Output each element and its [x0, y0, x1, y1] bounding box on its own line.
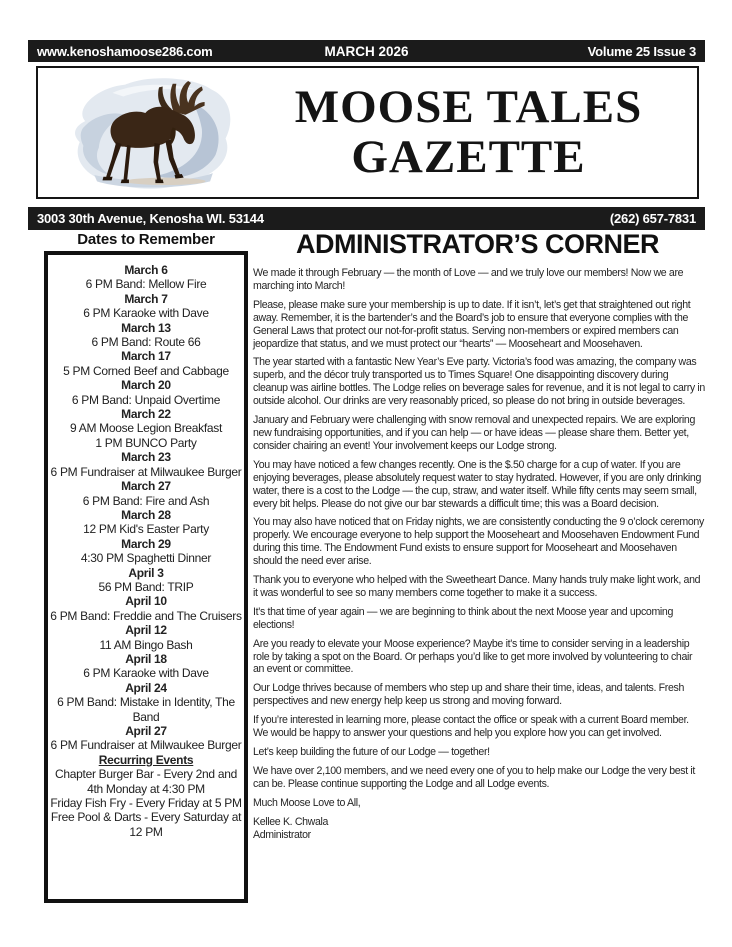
- calendar-entry: 6 PM Fundraiser at Milwaukee Burger: [50, 738, 242, 753]
- calendar-entry: 1 PM BUNCO Party: [95, 435, 197, 450]
- calendar-entry: 6 PM Karaoke with Dave: [83, 666, 209, 681]
- body-paragraph: The year started with a fantastic New Year’s Eve party. Victoria’s food was amazing, the company was superb, and the décor truly transported us to Times Square! One disappointing discovery during cleanup was airline bottles. The Lodge relies on beverage sales for revenue, and it is not legal to carry in outside alcohol. Our drinks are very reasonably priced, so please do not bring in outside beverages.: [253, 356, 705, 408]
- calendar-entry: April 24: [125, 680, 167, 695]
- calendar-entry: April 27: [125, 724, 167, 738]
- calendar-entry: March 28: [121, 507, 171, 522]
- calendar-entry: 9 AM Moose Legion Breakfast: [70, 421, 222, 436]
- body-paragraph: Much Moose Love to All,: [253, 796, 361, 809]
- calendar-entry: 4:30 PM Spaghetti Dinner: [80, 551, 212, 566]
- calendar-entry: Free Pool & Darts - Every Saturday at 12 PM: [50, 810, 242, 839]
- calendar-entry: April 18: [125, 651, 167, 666]
- body-paragraph: You may also have noticed that on Friday nights, we are consistently conducting the 9 o’clock ceremony properly. We encourage everyone to help support the Mooseheart and Moosehaven Endowment Fund during this time. The Endowment Fund exists to ensure support for Mooseheart and Moosehaven should the need ever arise.: [253, 516, 704, 568]
- body-paragraph: If you’re interested in learning more, please contact the office or speak with a current Board member. We would be happy to answer your questions and help you explore how you can get involved.: [253, 714, 689, 740]
- calendar-entry: April 10: [125, 594, 167, 609]
- body-paragraph: It’s that time of year again — we are beginning to think about the next Moose year and upcoming elections!: [253, 605, 674, 631]
- calendar-entry: 6 PM Karaoke with Dave: [83, 306, 209, 321]
- calendar-entry: April 3: [128, 565, 164, 580]
- calendar-entry: 6 PM Band: Mistake in Identity, The Band: [57, 695, 235, 724]
- calendar-entry: March 29: [121, 536, 171, 551]
- calendar-entry: 5 PM Corned Beef and Cabbage: [63, 363, 229, 378]
- calendar-entry: 6 PM Fundraiser at Milwaukee Burger: [50, 464, 242, 479]
- calendar-entry: Friday Fish Fry - Every Friday at 5 PM: [50, 796, 242, 811]
- lodge-address: 3003 30th Avenue, Kenosha WI. 53144: [37, 211, 264, 226]
- body-paragraph: You may have noticed a few changes recently. One is the $.50 charge for a cup of water. If you are enjoying beverages, please absolutely request water to stay hydrated. However, if you are only drinking water, there is a cost to the Lodge — the cup, straw, and water itself. While fifty cents may seem small, every bit helps. Please do not give our bar stewards a difficult time; this was a Board decision.: [253, 458, 702, 510]
- calendar-entry: March 17: [121, 349, 171, 364]
- body-paragraph: Our Lodge thrives because of members who step up and share their time, ideas, and talents. Fresh perspectives and new energy help keep us strong and moving forward.: [253, 682, 685, 708]
- address-bar: [28, 207, 705, 230]
- body-paragraph: Please, please make sure your membership is up to date. If it isn’t, let’s get that straightened out right away. Remember, it is the bartender’s and the Board’s job to ensure that everyone complies with the General Laws that protect our not-for-profit status. Serving non-members or expired members can jeopardize that status, and we must protect our “hearts” — Mooseheart and Moosehaven.: [253, 298, 691, 350]
- calendar-entry: Chapter Burger Bar - Every 2nd and 4th Monday at 4:30 PM: [55, 767, 237, 796]
- body-paragraph: Let’s keep building the future of our Lodge — together!: [253, 746, 490, 758]
- calendar-entry: March 23: [121, 450, 171, 465]
- body-paragraph: Thank you to everyone who helped with the Sweetheart Dance. Many hands truly make light work, and it was wonderful to see so many members come together to make it a success.: [253, 574, 701, 599]
- dates-to-remember-title: Dates to Remember: [77, 231, 215, 248]
- calendar-entry: March 6: [124, 263, 168, 277]
- calendar-entry: 6 PM Band: Freddie and The Cruisers: [50, 608, 242, 623]
- body-paragraph: Administrator: [253, 828, 311, 841]
- gazette-title-line2: GAZETTE: [351, 130, 586, 183]
- calendar-entry: 6 PM Band: Fire and Ash: [82, 493, 210, 508]
- body-paragraph: January and February were challenging with snow removal and unexpected repairs. We are exploring new fundraising opportunities, and if you can help — or have ideas — please share them. Better yet, consider chairing an event! Your involvement keeps our Lodge strong.: [253, 414, 696, 452]
- gazette-title-line1: MOOSE TALES: [294, 80, 643, 133]
- gazette-title: [246, 80, 691, 183]
- masthead-box: [36, 66, 699, 199]
- calendar-entry: 11 AM Bingo Bash: [99, 637, 193, 652]
- calendar-entry: 56 PM Band: TRIP: [98, 579, 194, 594]
- issue-month: MARCH 2026: [324, 43, 409, 59]
- top-info-bar: [28, 40, 705, 62]
- calendar-entry: March 20: [121, 378, 171, 393]
- body-paragraph: Are you ready to elevate your Moose experience? Maybe it’s time to consider serving in a leadership role by taking a spot on the Board. Or perhaps you’d like to get more involved by volunteering to chair an event or committee.: [253, 637, 693, 676]
- volume-issue: Volume 25 Issue 3: [587, 43, 697, 59]
- calendar-entry: March 13: [121, 320, 171, 335]
- body-paragraph: We made it through February — the month of Love — and we truly love our members! Now we are marching into March!: [253, 267, 684, 292]
- calendar-entry: 12 PM Kid's Easter Party: [83, 522, 209, 537]
- calendar-entry: 6 PM Band: Unpaid Overtime: [71, 392, 221, 407]
- calendar-entry: March 27: [121, 479, 171, 494]
- calendar-entry: 6 PM Band: Route 66: [91, 335, 201, 350]
- dates-to-remember-box: [44, 251, 248, 903]
- body-paragraph: Kellee K. Chwala: [253, 815, 329, 828]
- calendar-entry: Recurring Events: [98, 752, 194, 767]
- calendar-entry: March 22: [121, 407, 171, 422]
- calendar-entry: April 12: [125, 623, 167, 638]
- calendar-entry: 6 PM Band: Mellow Fire: [85, 277, 207, 292]
- moose-image: [52, 71, 246, 195]
- website-url: www.kenoshamoose286.com: [37, 43, 213, 59]
- body-paragraph: We have over 2,100 members, and we need every one of you to help make our Lodge the very best it can be. Please continue supporting the Lodge and all Lodge events.: [253, 764, 696, 790]
- lodge-phone: (262) 657-7831: [609, 211, 696, 226]
- administrators-corner-title: ADMINISTRATOR’S CORNER: [295, 229, 659, 259]
- administrators-corner-body: [253, 267, 705, 847]
- calendar-entry: March 7: [124, 291, 168, 306]
